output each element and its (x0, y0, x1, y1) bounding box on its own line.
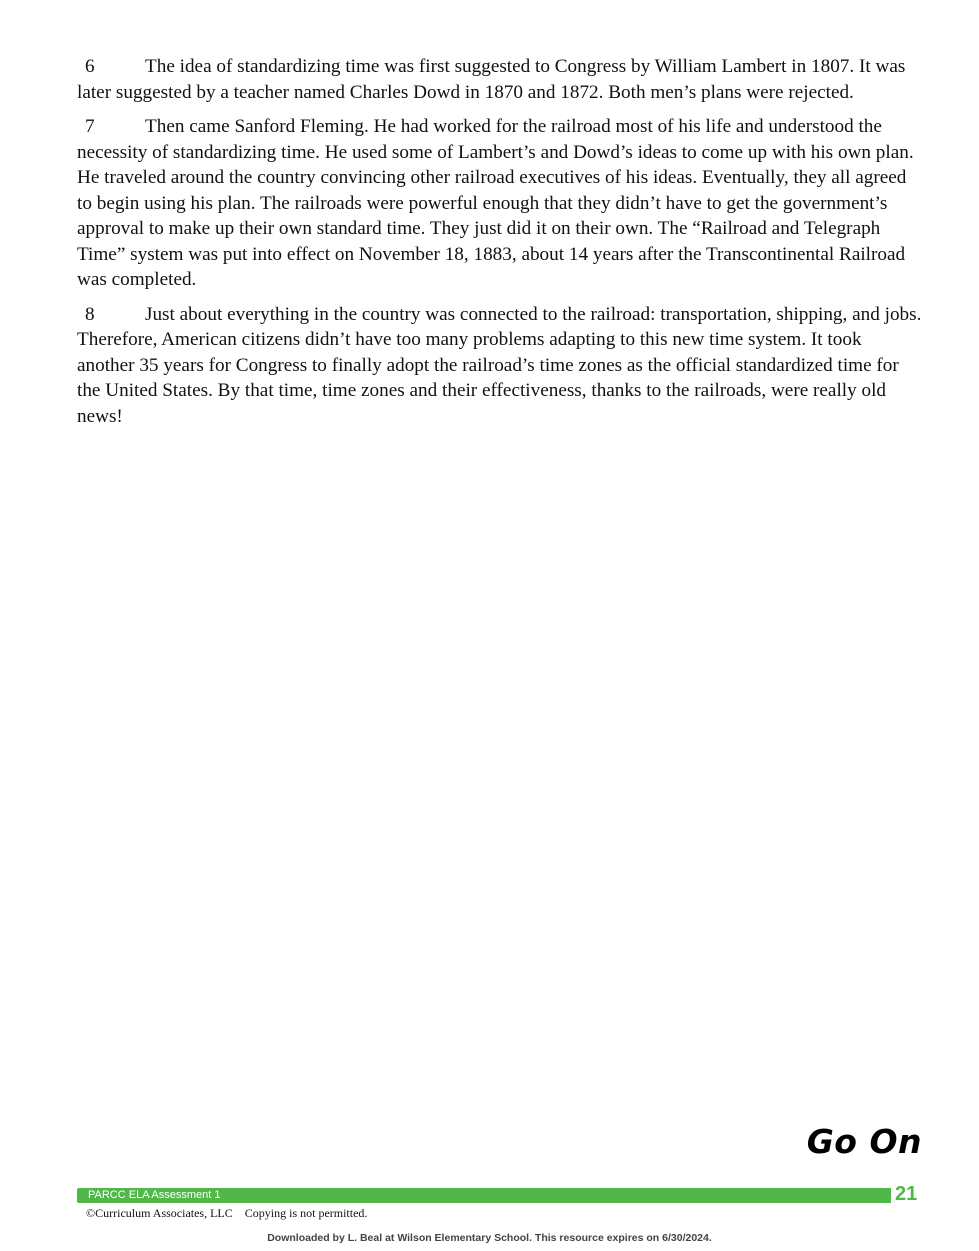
go-on-label: Go On (806, 1122, 922, 1161)
paragraph-text: Then came Sanford Fleming. He had worked for the railroad most of his life and understood the necessity of standardizing time. He used some of Lambert’s and Dowd’s ideas to come up with his own plan. He traveled around the country convincing other railroad executives of his ideas. Eventually, they all agreed to begin using his plan. The railroads were powerful enough that they didn’t have to get the government’s approval to make up their own standard time. They just did it on their own. The “Railroad and Telegraph Time” system was put into effect on November 18, 1883, about 14 years after the Transcontinental Railroad was completed. (77, 116, 914, 290)
copyright-notice: ©Curriculum Associates, LLC Copying is not permitted. (86, 1206, 368, 1220)
paragraph-7 (77, 114, 923, 293)
page-number: 21 (895, 1183, 918, 1205)
download-notice: Downloaded by L. Beal at Wilson Elementary School. This resource expires on 6/30/2024. (267, 1232, 712, 1244)
paragraph-8 (77, 302, 923, 430)
paragraph-text: The idea of standardizing time was first suggested to Congress by William Lambert in 1807. It was later suggested by a teacher named Charles Dowd in 1870 and 1872. Both men’s plans were rejected. (77, 56, 906, 103)
paragraph-number: 8 (85, 303, 95, 325)
paragraph-number: 6 (85, 56, 95, 77)
paragraph-6 (77, 54, 923, 105)
assessment-label: PARCC ELA Assessment 1 (88, 1189, 221, 1201)
paragraph-number: 7 (85, 116, 95, 137)
paragraph-text: Just about everything in the country was connected to the railroad: transportation, shipping, and jobs. Therefore, American citizens didn’t have too many problems adapting to this new time system. It took another 35 years for Congress to finally adopt the railroad’s time zones as the official standardized time for the United States. By that time, time zones and their effectiveness, thanks to the railroads, were really old news! (77, 303, 922, 427)
passage-body (77, 54, 923, 438)
footer-bar (77, 1188, 891, 1203)
